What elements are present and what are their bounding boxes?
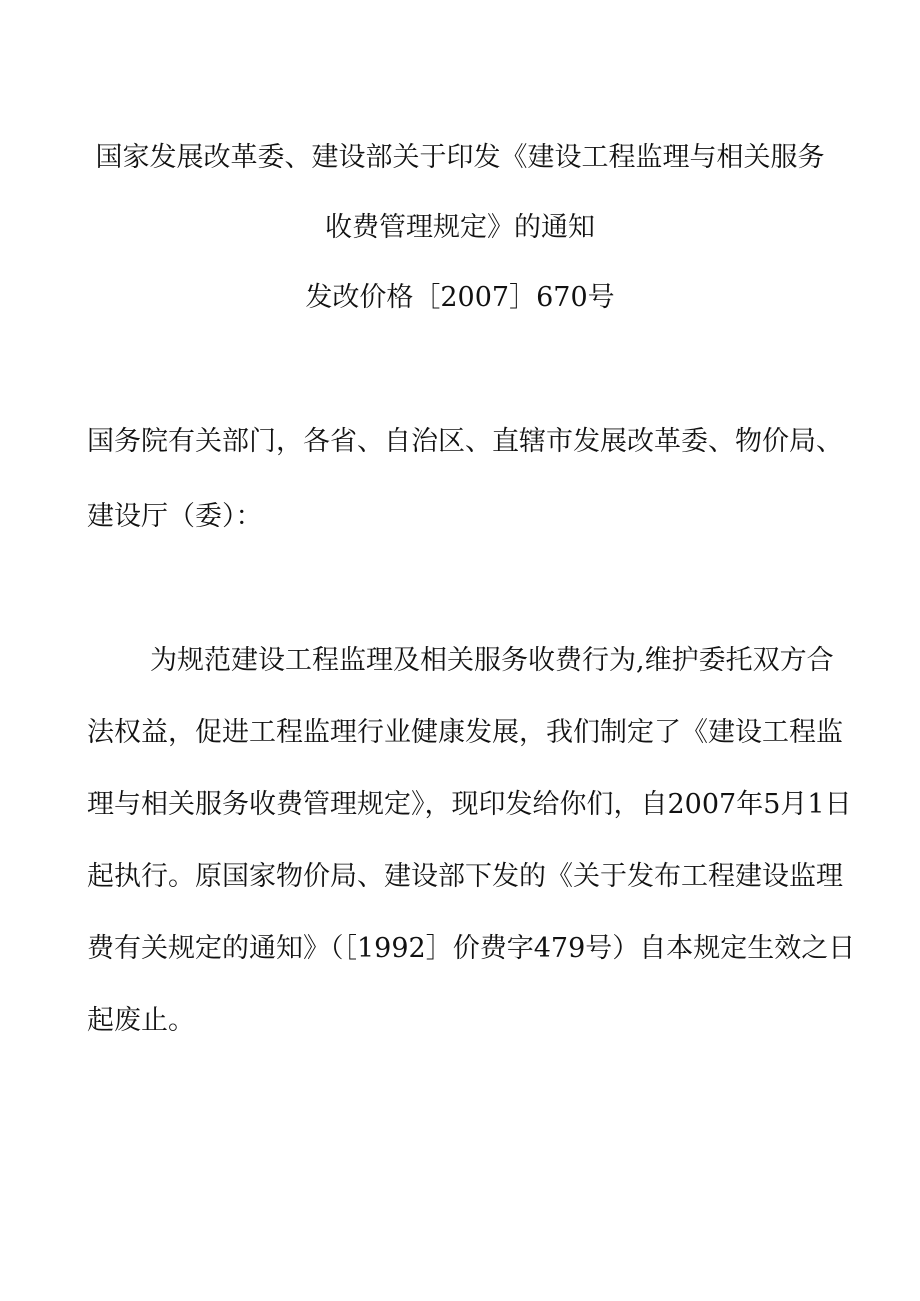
addressee-line-2: 建设厅（委）：: [87, 501, 263, 532]
document-title-line-2: 收费管理规定》的通知: [325, 212, 595, 243]
document-title-line-1: 国家发展改革委、建设部关于印发《建设工程监理与相关服务: [95, 142, 825, 173]
addressee-line-1: 国务院有关部门，各省、自治区、直辖市发展改革委、物价局、: [87, 426, 843, 457]
body-line-1: 为规范建设工程监理及相关服务收费行为,维护委托双方合: [150, 645, 834, 676]
body-line-5: 费有关规定的通知》（［1992］价费字479号）自本规定生效之日: [87, 933, 856, 964]
body-line-6: 起废止。: [87, 1005, 195, 1036]
body-line-4: 起执行。原国家物价局、建设部下发的《关于发布工程建设监理: [87, 861, 843, 892]
body-line-3: 理与相关服务收费管理规定》，现印发给你们，自2007年5月1日: [87, 789, 852, 820]
document-number: 发改价格［2007］670号: [305, 282, 615, 313]
body-line-2: 法权益，促进工程监理行业健康发展，我们制定了《建设工程监: [87, 717, 843, 748]
